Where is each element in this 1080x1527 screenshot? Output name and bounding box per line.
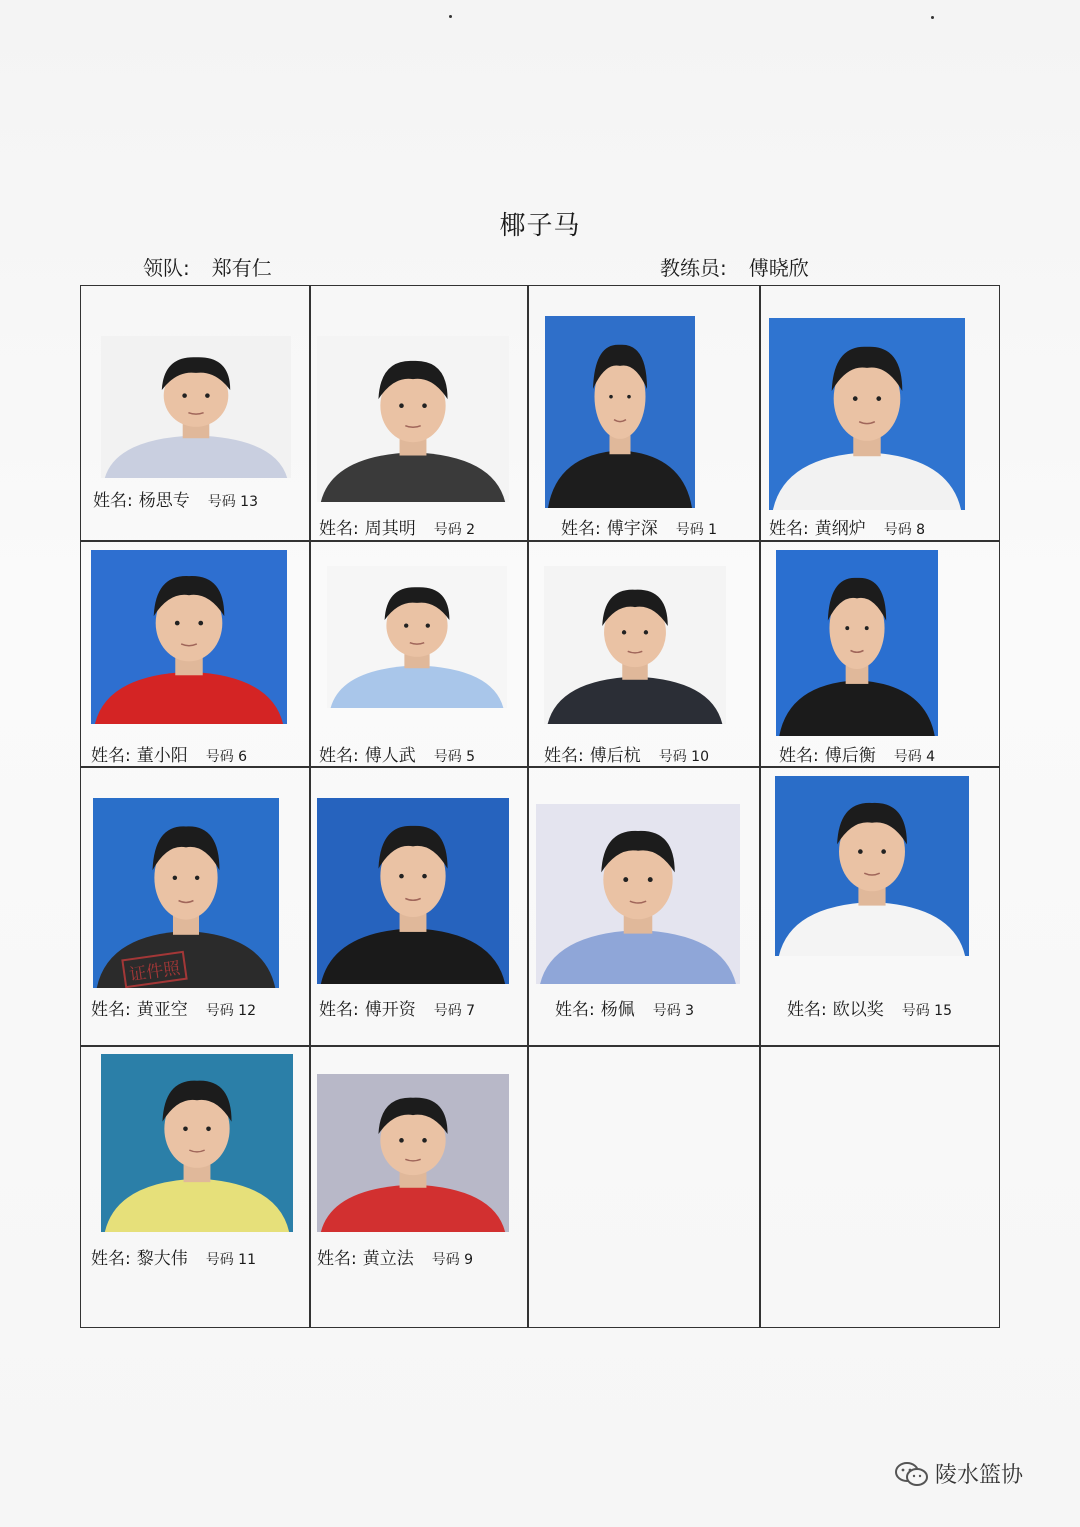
name-label: 姓名:: [555, 1000, 595, 1020]
player-name: 董小阳: [136, 746, 188, 766]
scan-speck: [449, 15, 452, 18]
player-caption: [787, 995, 952, 1020]
player-number: 号码 12: [205, 1003, 256, 1019]
name-label: 姓名:: [319, 519, 359, 539]
name-label: 姓名:: [561, 519, 601, 539]
player-photo: [769, 318, 965, 510]
player-number: 号码 10: [658, 749, 709, 765]
team-coach-label: 教练员:: [660, 256, 727, 280]
player-name: 黄亚空: [136, 1000, 188, 1020]
player-photo: [93, 798, 279, 988]
player-caption: [91, 741, 247, 766]
player-number: 号码 15: [901, 1003, 952, 1019]
player-name: 周其明: [364, 519, 416, 539]
player-caption: [319, 995, 475, 1020]
player-name: 黄纲炉: [814, 519, 866, 539]
player-caption: [319, 514, 475, 539]
id-photo-stamp: 证件照: [121, 951, 187, 988]
roster-table: [80, 285, 1000, 1328]
player-caption: [319, 741, 475, 766]
player-photo: [544, 566, 726, 724]
player-name: 黎大伟: [136, 1249, 188, 1269]
name-label: 姓名:: [91, 1249, 131, 1269]
player-photo: [101, 336, 291, 478]
player-name: 黄立法: [362, 1249, 414, 1269]
player-number: 号码 13: [207, 494, 258, 510]
player-photo: [327, 566, 507, 708]
team-coach: [660, 252, 809, 281]
player-caption: [317, 1244, 473, 1269]
player-photo: [317, 1074, 509, 1232]
name-label: 姓名:: [93, 491, 133, 511]
player-name: 杨佩: [600, 1000, 635, 1020]
player-name: 傅人武: [364, 746, 416, 766]
scan-speck: [931, 16, 934, 19]
name-label: 姓名:: [787, 1000, 827, 1020]
name-label: 姓名:: [769, 519, 809, 539]
player-caption: [544, 741, 709, 766]
player-number: 号码 1: [675, 522, 718, 538]
table-divider: [81, 766, 999, 768]
team-leader-label: 领队:: [143, 256, 190, 280]
team-leader-name: 郑有仁: [211, 256, 272, 280]
player-photo: [317, 336, 509, 502]
name-label: 姓名:: [319, 746, 359, 766]
table-divider: [759, 286, 761, 1327]
player-caption: [93, 486, 258, 511]
table-divider: [309, 286, 311, 1327]
player-name: 傅开资: [364, 1000, 416, 1020]
player-photo: [317, 798, 509, 984]
player-photo: [776, 550, 938, 736]
player-number: 号码 7: [433, 1003, 476, 1019]
player-number: 号码 8: [883, 522, 926, 538]
name-label: 姓名:: [544, 746, 584, 766]
player-number: 号码 3: [652, 1003, 695, 1019]
team-leader: [143, 252, 272, 281]
watermark-text: 陵水篮协: [935, 1463, 1024, 1488]
player-caption: [779, 741, 935, 766]
player-photo: [91, 550, 287, 724]
player-caption: [561, 514, 717, 539]
table-divider: [81, 1045, 999, 1047]
player-caption: [555, 995, 694, 1020]
player-photo: [536, 804, 740, 984]
player-name: 傅宇深: [606, 519, 658, 539]
player-photo: [775, 776, 969, 956]
player-caption: [91, 995, 256, 1020]
team-coach-name: 傅晓欣: [748, 256, 809, 280]
name-label: 姓名:: [317, 1249, 357, 1269]
player-number: 号码 6: [205, 749, 248, 765]
player-caption: [769, 514, 925, 539]
name-label: 姓名:: [91, 1000, 131, 1020]
name-label: 姓名:: [91, 746, 131, 766]
player-name: 杨思专: [138, 491, 190, 511]
table-divider: [81, 540, 999, 542]
player-number: 号码 11: [205, 1252, 256, 1268]
table-divider: [527, 286, 529, 1327]
player-number: 号码 5: [433, 749, 476, 765]
player-name: 欧以奖: [832, 1000, 884, 1020]
name-label: 姓名:: [319, 1000, 359, 1020]
player-name: 傅后杭: [589, 746, 641, 766]
player-photo: [545, 316, 695, 508]
watermark: [895, 1458, 1023, 1489]
player-number: 号码 9: [431, 1252, 474, 1268]
wechat-icon: [895, 1461, 929, 1487]
player-number: 号码 2: [433, 522, 476, 538]
player-photo: [101, 1054, 293, 1232]
player-number: 号码 4: [893, 749, 936, 765]
name-label: 姓名:: [779, 746, 819, 766]
player-name: 傅后衡: [824, 746, 876, 766]
player-caption: [91, 1244, 256, 1269]
team-title: 椰子马: [499, 211, 581, 241]
